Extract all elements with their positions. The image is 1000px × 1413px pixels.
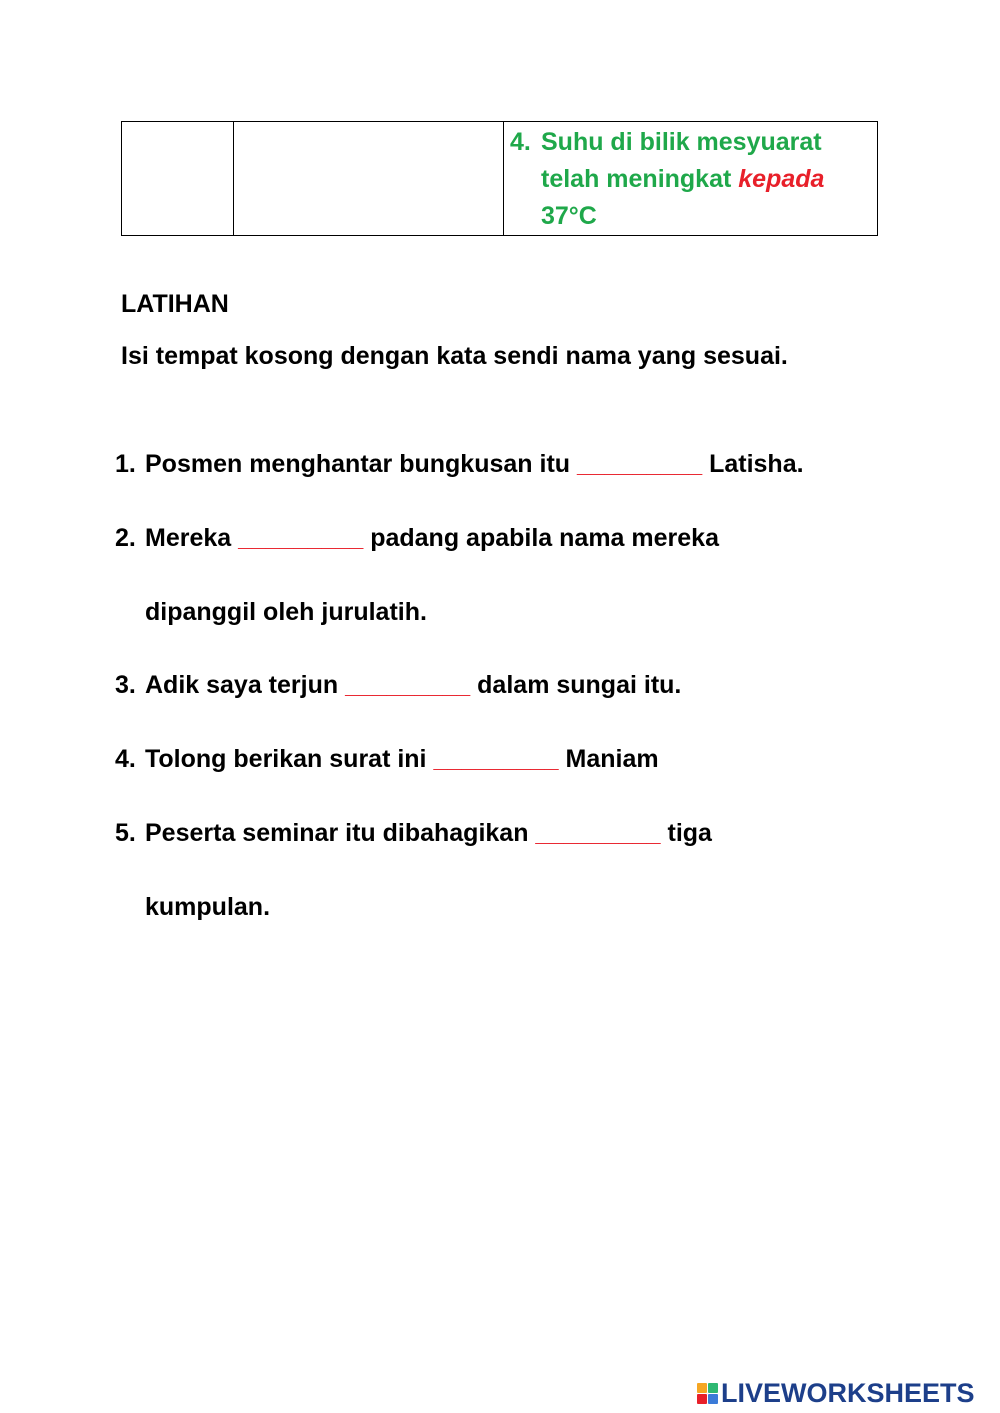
answer-blank[interactable]: _________ xyxy=(238,524,364,552)
question-number: 5. xyxy=(115,819,136,847)
question-number: 4. xyxy=(115,745,136,773)
question-text-after: dalam sungai itu. xyxy=(470,671,682,699)
question-3 xyxy=(115,671,681,700)
table-cell-empty-1 xyxy=(122,122,234,236)
example-highlight: kepada xyxy=(738,165,825,193)
example-line-3: 37°C xyxy=(541,202,597,230)
question-1 xyxy=(115,450,804,479)
question-text-after: Maniam xyxy=(558,745,659,773)
example-sentence xyxy=(504,122,877,235)
question-text-before: Mereka xyxy=(145,524,239,552)
question-4 xyxy=(115,745,659,774)
question-number: 3. xyxy=(115,671,136,699)
logo-block xyxy=(697,1383,707,1393)
question-text-before: Tolong berikan surat ini xyxy=(145,745,434,773)
logo-block xyxy=(697,1394,707,1404)
question-text-after: Latisha. xyxy=(702,450,804,478)
answer-blank[interactable]: _________ xyxy=(535,819,661,847)
logo-block xyxy=(708,1394,718,1404)
example-line-2-prefix: telah meningkat xyxy=(541,165,739,193)
question-2-continuation: dipanggil oleh jurulatih. xyxy=(145,598,427,626)
liveworksheets-logo[interactable] xyxy=(697,1378,975,1408)
example-table xyxy=(121,121,878,236)
question-text-before: Adik saya terjun xyxy=(145,671,346,699)
question-text-before: Peserta seminar itu dibahagikan xyxy=(145,819,536,847)
question-text-after: padang apabila nama mereka xyxy=(363,524,719,552)
question-5 xyxy=(115,819,712,848)
question-text-before: Posmen menghantar bungkusan itu xyxy=(145,450,577,478)
logo-block xyxy=(708,1383,718,1393)
instruction-text: Isi tempat kosong dengan kata sendi nama yang sesuai. xyxy=(121,342,788,370)
question-2 xyxy=(115,524,719,553)
answer-blank[interactable]: _________ xyxy=(577,450,703,478)
question-number: 2. xyxy=(115,524,136,552)
question-number: 1. xyxy=(115,450,136,478)
answer-blank[interactable]: _________ xyxy=(345,671,471,699)
question-5-continuation: kumpulan. xyxy=(145,893,271,921)
logo-blocks-icon xyxy=(697,1383,718,1404)
question-text-after: tiga xyxy=(660,819,712,847)
table-row xyxy=(122,122,878,236)
example-number: 4. xyxy=(510,128,531,156)
table-cell-example xyxy=(504,122,878,236)
table-cell-empty-2 xyxy=(234,122,504,236)
example-line-1: Suhu di bilik mesyuarat xyxy=(541,128,822,156)
logo-text: LIVEWORKSHEETS xyxy=(721,1377,975,1408)
section-heading: LATIHAN xyxy=(121,290,229,318)
answer-blank[interactable]: _________ xyxy=(433,745,559,773)
